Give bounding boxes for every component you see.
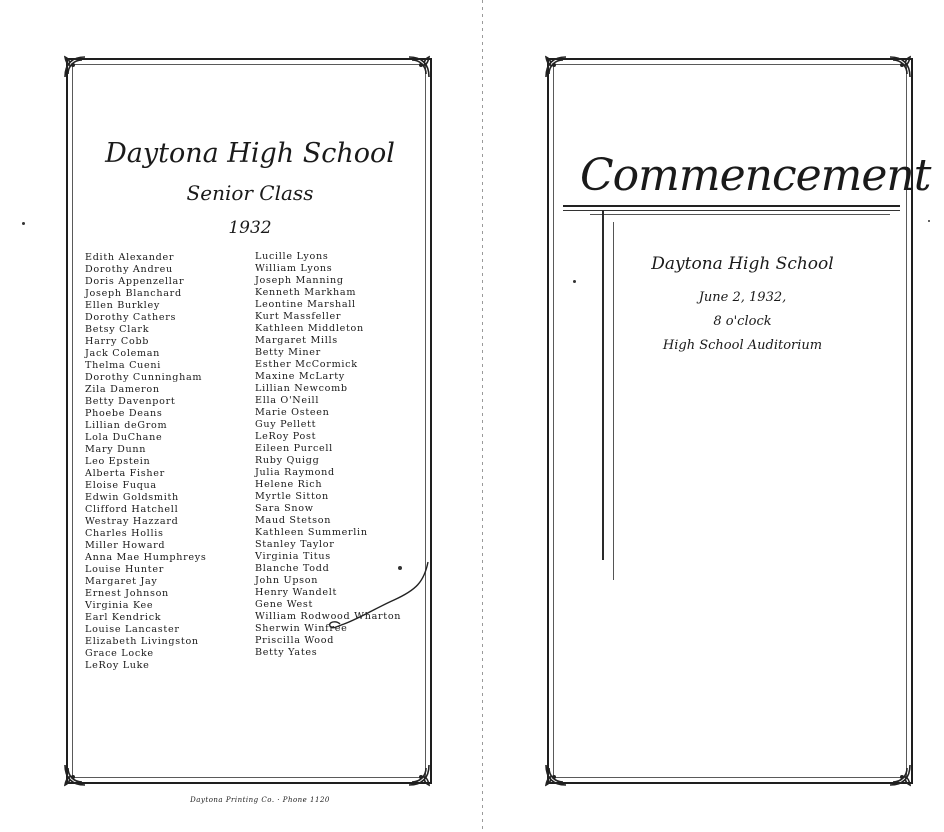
- class-year: 1932: [228, 218, 272, 238]
- heading-rule: [590, 214, 890, 215]
- senior-name: Leontine Marshall: [255, 299, 356, 310]
- senior-name: Henry Wandelt: [255, 587, 338, 598]
- senior-name: William Rodwood Wharton: [255, 611, 402, 622]
- event-time: 8 o'clock: [713, 314, 772, 329]
- senior-name: Margaret Jay: [85, 576, 158, 587]
- senior-name: Phoebe Deans: [85, 408, 163, 419]
- senior-name: Ruby Quigg: [255, 455, 320, 466]
- senior-name: Lucille Lyons: [255, 251, 329, 262]
- senior-name: Marie Osteen: [255, 407, 330, 418]
- senior-name: Sara Snow: [255, 503, 314, 514]
- vertical-rule: [602, 210, 604, 560]
- senior-name: Earl Kendrick: [85, 612, 162, 623]
- senior-name: LeRoy Luke: [85, 660, 150, 671]
- heading-rule: [563, 210, 900, 211]
- senior-name: Clifford Hatchell: [85, 504, 179, 515]
- senior-name: Doris Appenzellar: [85, 276, 185, 287]
- senior-name: Kathleen Summerlin: [255, 527, 368, 538]
- senior-name: Zila Dameron: [85, 384, 160, 395]
- senior-name: William Lyons: [255, 263, 333, 274]
- senior-name: Ellen Burkley: [85, 300, 160, 311]
- senior-name: Guy Pellett: [255, 419, 317, 430]
- senior-name: Sherwin Winfree: [255, 623, 348, 634]
- ornament-corner-icon: [543, 54, 569, 80]
- senior-name: Stanley Taylor: [255, 539, 335, 550]
- senior-name: Betty Miner: [255, 347, 321, 358]
- senior-name: Dorothy Cunningham: [85, 372, 203, 383]
- senior-name: Myrtle Sitton: [255, 491, 329, 502]
- class-title: Senior Class: [186, 181, 314, 205]
- ornament-corner-icon: [62, 762, 88, 788]
- senior-name: Joseph Manning: [255, 275, 344, 286]
- heading-rule: [563, 205, 900, 207]
- senior-name: Miller Howard: [85, 540, 166, 551]
- senior-name: Julia Raymond: [255, 467, 335, 478]
- ornament-corner-icon: [406, 54, 432, 80]
- senior-name: Virginia Kee: [85, 600, 154, 611]
- senior-name: Edith Alexander: [85, 252, 175, 263]
- senior-name: Anna Mae Humphreys: [85, 552, 207, 563]
- senior-name: Charles Hollis: [85, 528, 164, 539]
- senior-name: Jack Coleman: [85, 348, 161, 359]
- senior-name: John Upson: [255, 575, 319, 586]
- senior-name: Eileen Purcell: [255, 443, 333, 454]
- senior-name: Margaret Mills: [255, 335, 338, 346]
- senior-name: Leo Epstein: [85, 456, 151, 467]
- senior-name: Lillian Newcomb: [255, 383, 348, 394]
- ornament-corner-icon: [406, 762, 432, 788]
- senior-name: Kenneth Markham: [255, 287, 357, 298]
- senior-name: Helene Rich: [255, 479, 323, 490]
- paper-speck: [928, 220, 930, 222]
- senior-name: Elizabeth Livingston: [85, 636, 199, 647]
- senior-names-column-left: [85, 252, 207, 672]
- event-date: June 2, 1932,: [698, 290, 787, 305]
- senior-name: Priscilla Wood: [255, 635, 335, 646]
- ornament-corner-icon: [62, 54, 88, 80]
- senior-name: Eloise Fuqua: [85, 480, 157, 491]
- ornament-corner-icon: [543, 762, 569, 788]
- commencement-heading: Commencement: [580, 150, 931, 201]
- ornament-corner-icon: [887, 762, 913, 788]
- senior-name: Maxine McLarty: [255, 371, 345, 382]
- senior-name: Ernest Johnson: [85, 588, 169, 599]
- page-fold-line: [482, 0, 483, 832]
- senior-name: Kurt Massfeller: [255, 311, 342, 322]
- senior-name: Betty Davenport: [85, 396, 176, 407]
- school-title: Daytona High School: [105, 138, 395, 169]
- vertical-rule: [613, 222, 614, 580]
- handwritten-ink-mark: [320, 560, 440, 640]
- senior-name: Grace Locke: [85, 648, 154, 659]
- senior-name: Gene West: [255, 599, 314, 610]
- senior-name: Virginia Titus: [255, 551, 331, 562]
- senior-name: Dorothy Andreu: [85, 264, 173, 275]
- senior-name: Dorothy Cathers: [85, 312, 177, 323]
- senior-name: Ella O'Neill: [255, 395, 320, 406]
- senior-name: Louise Lancaster: [85, 624, 180, 635]
- senior-name: Thelma Cueni: [85, 360, 162, 371]
- senior-name: Mary Dunn: [85, 444, 147, 455]
- event-school-name: Daytona High School: [651, 254, 834, 274]
- senior-name: Betsy Clark: [85, 324, 150, 335]
- printer-credit: Daytona Printing Co. · Phone 1120: [190, 796, 330, 804]
- senior-name: Blanche Todd: [255, 563, 330, 574]
- event-venue: High School Auditorium: [662, 338, 823, 353]
- ornament-corner-icon: [887, 54, 913, 80]
- senior-name: Lillian deGrom: [85, 420, 168, 431]
- senior-name: Maud Stetson: [255, 515, 332, 526]
- senior-name: LeRoy Post: [255, 431, 317, 442]
- senior-name: Betty Yates: [255, 647, 318, 658]
- senior-name: Alberta Fisher: [85, 468, 165, 479]
- senior-name: Harry Cobb: [85, 336, 150, 347]
- senior-name: Louise Hunter: [85, 564, 164, 575]
- senior-name: Kathleen Middleton: [255, 323, 364, 334]
- paper-speck: [22, 222, 25, 225]
- senior-name: Edwin Goldsmith: [85, 492, 179, 503]
- senior-name: Esther McCormick: [255, 359, 358, 370]
- senior-name: Lola DuChane: [85, 432, 163, 443]
- senior-name: Westray Hazzard: [85, 516, 179, 527]
- senior-name: Joseph Blanchard: [85, 288, 182, 299]
